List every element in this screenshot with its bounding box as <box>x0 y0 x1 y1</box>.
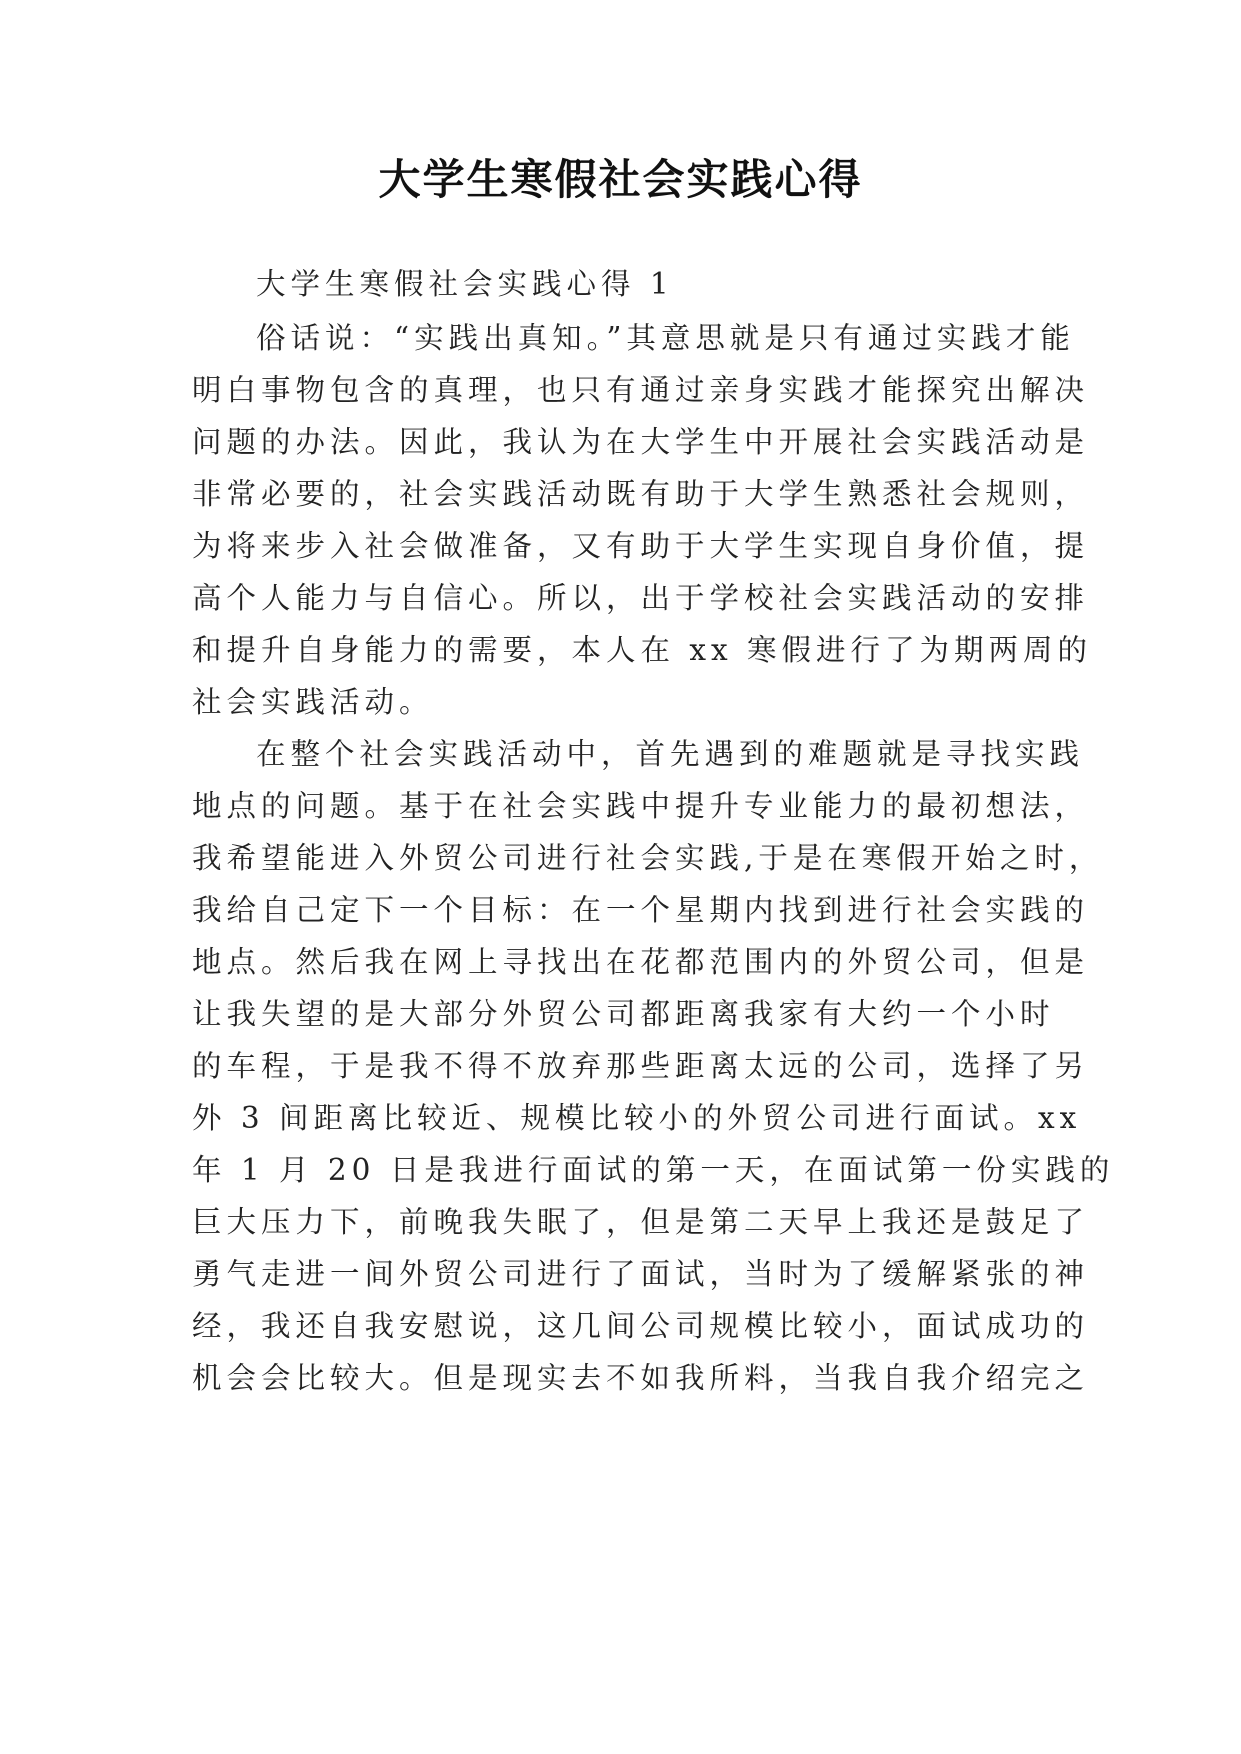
text-line: 问题的办法。因此，我认为在大学生中开展社会实践活动是 <box>192 425 1090 459</box>
text-line: 和提升自身能力的需要，本人在 xx 寒假进行了为期两周的 <box>192 633 1093 667</box>
text-line: 明白事物包含的真理，也只有通过亲身实践才能探究出解决 <box>192 373 1090 407</box>
text-line: 我给自己定下一个目标：在一个星期内找到进行社会实践的 <box>192 893 1090 927</box>
text-line: 年 1 月 20 日是我进行面试的第一天，在面试第一份实践的 <box>192 1153 1115 1187</box>
text-line: 勇气走进一间外贸公司进行了面试，当时为了缓解紧张的神 <box>192 1257 1090 1291</box>
text-line: 地点的问题。基于在社会实践中提升专业能力的最初想法， <box>192 789 1090 823</box>
text-line: 地点。然后我在网上寻找出在花都范围内的外贸公司，但是 <box>192 945 1090 979</box>
text-line: 机会会比较大。但是现实去不如我所料，当我自我介绍完之 <box>192 1361 1090 1395</box>
text-line: 巨大压力下，前晚我失眠了，但是第二天早上我还是鼓足了 <box>192 1205 1090 1239</box>
text-line: 在整个社会实践活动中，首先遇到的难题就是寻找实践 <box>256 737 1085 771</box>
text-line: 的车程，于是我不得不放弃那些距离太远的公司，选择了另 <box>192 1049 1090 1083</box>
text-line: 外 3 间距离比较近、规模比较小的外贸公司进行面试。xx <box>192 1101 1082 1135</box>
text-line: 俗话说：“实践出真知。”其意思就是只有通过实践才能 <box>256 321 1075 355</box>
text-line: 为将来步入社会做准备，又有助于大学生实现自身价值，提 <box>192 529 1090 563</box>
text-line: 我希望能进入外贸公司进行社会实践,于是在寒假开始之时， <box>192 841 1104 875</box>
section-heading: 大学生寒假社会实践心得 1 <box>256 267 674 301</box>
text-line: 高个人能力与自信心。所以，出于学校社会实践活动的安排 <box>192 581 1090 615</box>
text-line: 经，我还自我安慰说，这几间公司规模比较小，面试成功的 <box>192 1309 1090 1343</box>
text-line: 社会实践活动。 <box>192 685 434 719</box>
text-line: 非常必要的，社会实践活动既有助于大学生熟悉社会规则， <box>192 477 1090 511</box>
text-line: 让我失望的是大部分外贸公司都距离我家有大约一个小时 <box>192 997 1055 1031</box>
document-title: 大学生寒假社会实践心得 <box>378 155 863 204</box>
